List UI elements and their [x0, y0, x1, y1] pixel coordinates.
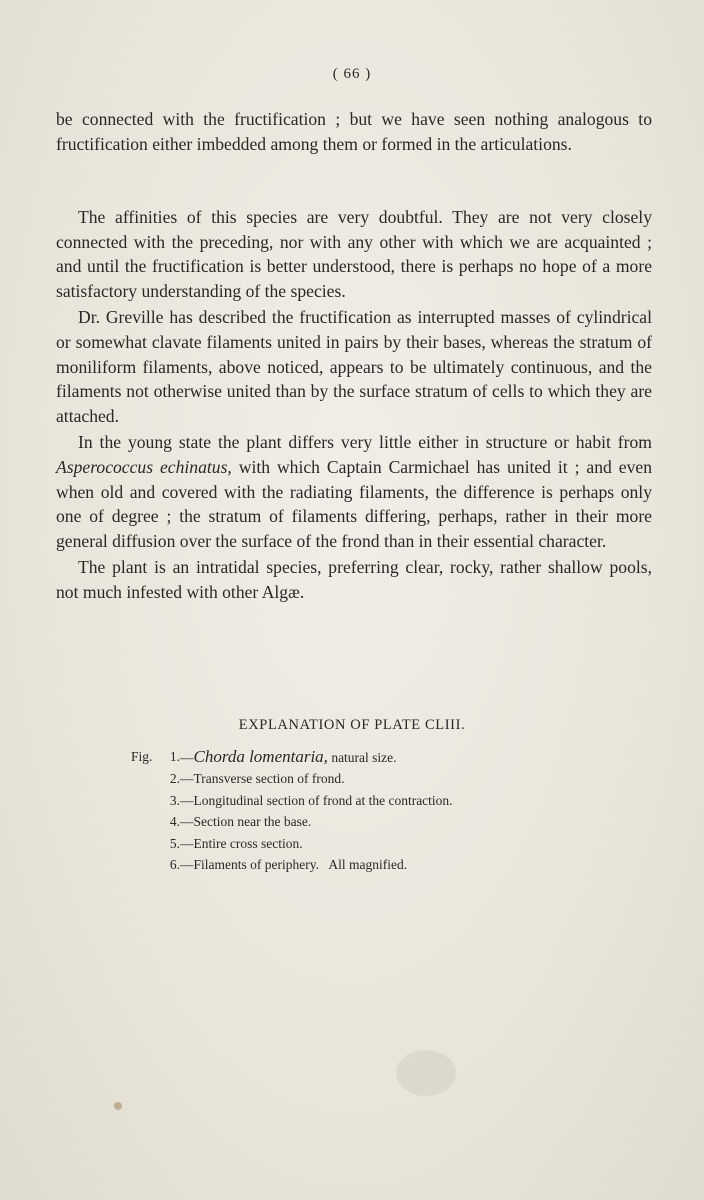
species-name: Asperococcus echinatus,: [56, 456, 232, 477]
paragraph-text: be connected with the fructification ; but we have seen nothing analogous to fructification either imbedded among them or formed in the articulations.: [56, 109, 652, 154]
figure-number: 1.: [169, 749, 180, 764]
figure-caption: —Chorda lomentaria, natural size.: [180, 747, 397, 766]
paragraph-text: with which Captain Carmichael has united it ; and even when old and covered with the radiating filaments, the difference is perhaps only one of degree ; the stratum of filaments differing, perhaps, rather in their more general diffusion over the surface of the frond than in their essential character.: [56, 456, 652, 551]
paper-stain: [114, 1102, 122, 1110]
figure-list: [131, 746, 591, 875]
explanation-heading: EXPLANATION OF PLATE CLIII.: [238, 717, 466, 733]
species-name: Chorda lomentaria,: [193, 747, 328, 766]
figure-label: [131, 790, 161, 811]
figure-number: 2.: [169, 771, 180, 787]
figure-number: 6.: [169, 857, 180, 873]
figure-number: 4.: [169, 814, 180, 830]
figure-label: [131, 833, 161, 854]
paragraph-young-state: [56, 430, 652, 553]
figure-item: [131, 790, 591, 811]
figure-caption: —Longitudinal section of frond at the contraction.: [180, 792, 453, 808]
paragraph-greville: Dr. Greville has described the fructification as interrupted masses of cylindrical or somewhat clavate filaments united in pairs by their bases, whereas the stratum of moniliform filaments, above noticed, appears to be ultimately continuous, and the filaments not otherwise united than by the surface stratum of cells to which they are attached.: [56, 307, 652, 426]
figure-number: 3.: [169, 792, 180, 808]
paragraph-affinities: The affinities of this species are very doubtful. They are not very closely connected with the preceding, nor with any other with which we are acquainted ; and until the fructification is better understood, there is perhaps no hope of a more satisfactory understanding of the species.: [56, 207, 652, 301]
figure-number: 5.: [169, 835, 180, 851]
figure-caption: —Section near the base.: [180, 814, 312, 830]
figure-label: Fig.: [131, 749, 153, 764]
paragraph-text: In the young state the plant differs very little either in structure or habit from: [78, 432, 652, 453]
paragraph-habitat: The plant is an intratidal species, preferring clear, rocky, rather shallow pools, not much infested with other Algæ.: [56, 557, 652, 602]
figure-caption: —Entire cross section.: [180, 835, 303, 851]
figure-label: [131, 768, 161, 789]
figure-caption: —Filaments of periphery. All magnified.: [180, 857, 408, 873]
page-number: ( 66 ): [332, 66, 372, 82]
figure-item: [131, 768, 591, 789]
figure-item: [131, 833, 591, 854]
figure-item: [131, 746, 591, 768]
figure-caption: —Transverse section of frond.: [180, 771, 345, 787]
figure-label: [131, 811, 161, 832]
figure-label: [131, 854, 161, 875]
continued-paragraph: [56, 107, 652, 156]
paper-stain: [396, 1050, 456, 1096]
figure-item: [131, 811, 591, 832]
body-paragraphs: [56, 205, 652, 607]
figure-item: [131, 854, 591, 875]
